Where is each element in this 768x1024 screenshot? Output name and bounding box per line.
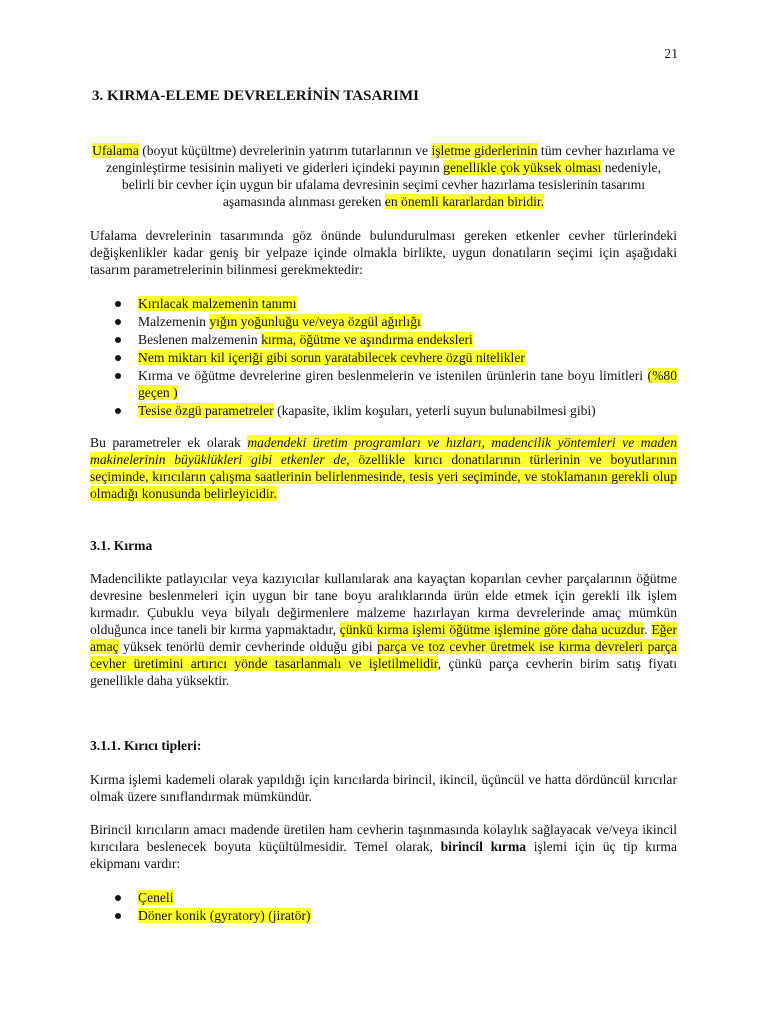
- crushing-highlight-3: parça ve toz cevher üretmek ise kırma devreleri parça cevher üretimini artırıcı yönde tasarlanmalı ve işletilmelidir: [90, 639, 678, 671]
- intro-text-3: nedeniyle, belirli bir cevher için uygun bir ufalama devresinin seçimi cevher hazırlama tesislerinin tasarımı aşamasında alınması gereken: [121, 160, 661, 209]
- list-item-text: Beslenen malzemenin: [138, 332, 262, 347]
- classification-paragraph: Kırma işlemi kademeli olarak yapıldığı için kırıcılarda birincil, ikincil, üçüncül ve hatta dördüncül kırıcılar olmak üzere sınıflandırmak mümkündür.: [90, 772, 677, 804]
- factors-highlight: madendeki üretim programları ve hızları, madencilik yöntemleri ve maden makinelerinin büyüklükleri gibi etkenler de,: [90, 435, 677, 467]
- list-item: [90, 907, 677, 924]
- list-item: [90, 349, 677, 366]
- factors-text-1: Bu parametreler ek olarak: [90, 435, 248, 450]
- section-heading-crusher-types: 3.1.1. Kırıcı tipleri:: [90, 738, 202, 753]
- intro-highlight-2: işletme giderlerinin: [431, 143, 538, 158]
- list-item: [90, 889, 677, 906]
- primary-bold: birincil kırma: [440, 839, 527, 854]
- list-item-text: Malzemenin: [138, 314, 210, 329]
- crushing-text-3: yüksek tenörlü demir cevherinde olduğu gibi: [118, 639, 378, 654]
- primary-text-1: Birincil kırıcıların amacı madende üretilen ham cevherin taşınmasında kolaylık sağlayacak ve/veya ikincil kırıcılara beslenecek boyuta küçültülmesidir. Temel olarak,: [90, 822, 677, 854]
- crushing-highlight-2: Eğer amaç: [90, 622, 677, 654]
- list-item-highlight: Tesise özgü parametreler: [138, 403, 274, 418]
- crushing-text-4: , çünkü parça cevherin birim satış fiyatı genellikle daha yüksektir.: [90, 656, 677, 688]
- intro-highlight-4: en önemli kararlardan biridir.: [384, 194, 545, 209]
- crushing-text-1: Madencilikte patlayıcılar veya kazıyıcılar kullanılarak ana kayaçtan koparılan cevher parçalarının öğütme devresine beslenmeleri için uygun bir tane boyu aralıklarında ürün elde etmek için gerekli ilk işlem kırmadır. Çubuklu veya bilyalı değirmenlere malzeme hazırlayan kırma devrelerinde amaç mümkün olduğunca ince taneli bir kırma yapmaktadır,: [90, 571, 677, 637]
- design-parameters-list: [90, 295, 677, 420]
- list-item-text: Kırma ve öğütme devrelerine giren beslenmelerin ve istenilen ürünlerin tane boyu limitleri: [138, 368, 648, 383]
- primary-crusher-paragraph: [90, 821, 677, 872]
- intro-text-1: (boyut küçültme) devrelerinin yatırım tutarlarının ve: [138, 143, 432, 158]
- list-item-text: Kırılacak malzemenin tanımı: [138, 296, 297, 311]
- list-item-highlight: (%80 geçen ): [138, 368, 677, 400]
- intro-text-2: tüm cevher hazırlama ve zenginleştirme tesisinin maliyeti ve giderleri içindeki payının: [106, 143, 675, 175]
- list-item-text: Nem miktarı kil içeriği gibi sorun yaratabilecek cevhere özgü nitelikler: [138, 350, 525, 365]
- list-item: [90, 402, 677, 419]
- list-item-text: Çeneli: [138, 890, 174, 905]
- list-item-text: Döner konik (gyratory) (jiratör): [138, 908, 311, 923]
- crushing-paragraph: [90, 570, 677, 689]
- factors-paragraph: [90, 434, 677, 502]
- crushing-text-2: .: [644, 622, 652, 637]
- crusher-types-list: [90, 889, 677, 925]
- crushing-highlight-1: çünkü kırma işlemi öğütme işlemine göre daha ucuzdur: [339, 622, 645, 637]
- list-item: [90, 331, 677, 348]
- list-item: [90, 367, 677, 401]
- list-item-text: (kapasite, iklim koşuları, yeterli suyun bulunabilmesi gibi): [273, 403, 596, 418]
- section-heading-kirma: 3.1. Kırma: [90, 538, 153, 553]
- intro-paragraph: [90, 142, 677, 210]
- list-item-highlight: kırma, öğütme ve aşındırma endeksleri: [261, 332, 473, 347]
- list-item: [90, 313, 677, 330]
- chapter-title: 3. KIRMA-ELEME DEVRELERİNİN TASARIMI: [92, 88, 419, 104]
- list-item: [90, 295, 677, 312]
- design-paragraph: Ufalama devrelerinin tasarımında göz önünde bulundurulması gereken etkenler cevher türlerindeki değişkenlikler kadar geniş bir yelpaze içinde olmakla birlikte, uygun donatıların seçimi için aşağıdaki tasarım parametrelerinin bilinmesi gerekmektedir:: [90, 228, 677, 277]
- intro-highlight-3: genellikle çok yüksek olması: [443, 160, 602, 175]
- primary-text-2: işlemi için üç tip kırma ekipmanı vardır:: [90, 839, 677, 871]
- intro-highlight-1: Ufalama: [92, 143, 139, 158]
- factors-text-2: özellikle kırıcı donatılarının türlerinin ve boyutlarının seçiminde, kırıcıların çalışma saatlerinin belirlenmesinde, tesis yeri seçiminde, ve stoklamanın gerekli olup olmadığı konusunda belirleyicidir.: [90, 452, 677, 501]
- page-number: 21: [664, 46, 678, 61]
- list-item-highlight: yığın yoğunluğu ve/veya özgül ağırlığı: [209, 314, 421, 329]
